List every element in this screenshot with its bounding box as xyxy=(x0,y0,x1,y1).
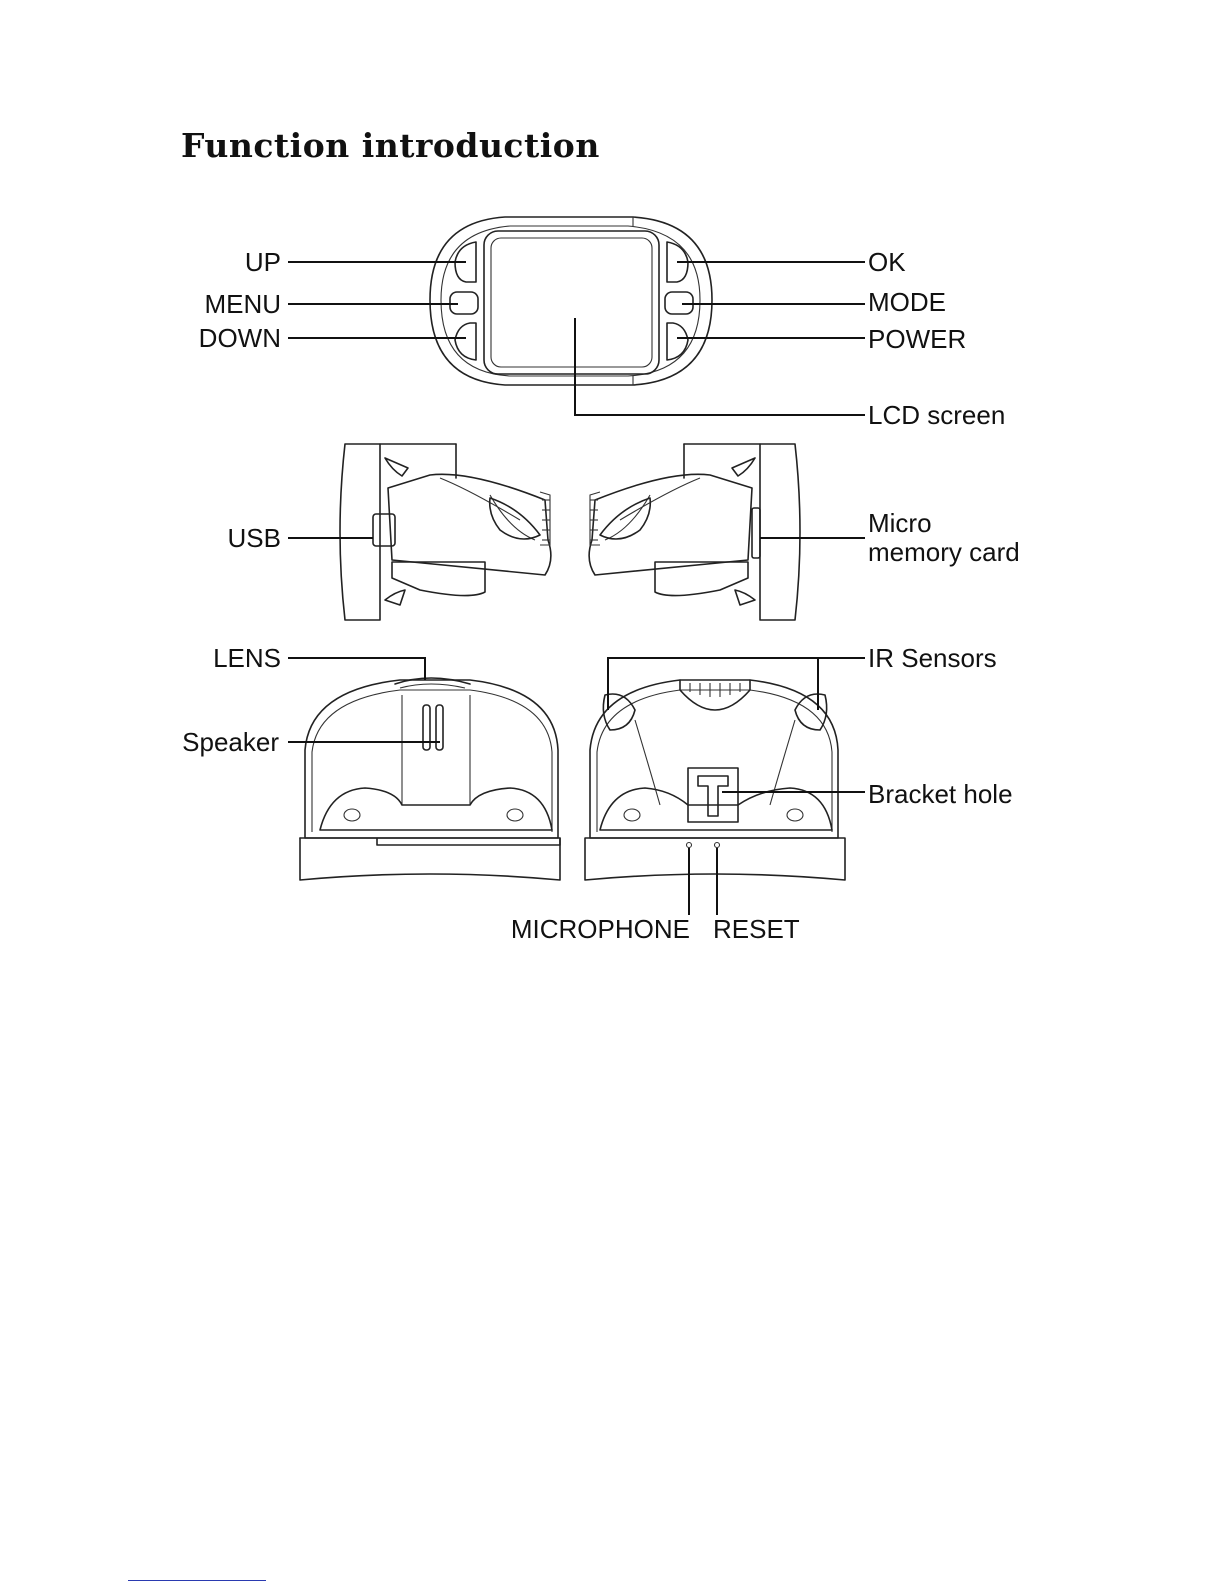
power-button[interactable] xyxy=(667,323,688,360)
label-speaker: Speaker xyxy=(182,727,279,757)
front-view xyxy=(430,217,712,385)
microphone-hole xyxy=(687,843,692,848)
bottom-view xyxy=(585,680,845,880)
label-bracket-hole: Bracket hole xyxy=(868,779,1013,809)
page-title: Function introduction xyxy=(181,126,600,165)
label-usb: USB xyxy=(227,523,281,553)
label-lens: LENS xyxy=(213,643,281,673)
label-menu: MENU xyxy=(204,289,281,319)
lens xyxy=(395,678,470,684)
label-ir-sensors: IR Sensors xyxy=(868,643,997,673)
label-mode: MODE xyxy=(868,287,946,317)
label-lcd-screen: LCD screen xyxy=(868,400,1006,430)
top-view-lens xyxy=(300,678,560,880)
label-up: UP xyxy=(244,247,281,277)
bracket-hole xyxy=(688,768,738,822)
lcd-screen xyxy=(484,231,659,374)
speaker xyxy=(423,705,430,750)
label-down: DOWN xyxy=(198,323,281,353)
footer-rule xyxy=(128,1580,266,1581)
label-power: POWER xyxy=(868,324,967,354)
right-side-view xyxy=(589,444,800,620)
label-microphone: MICROPHONE xyxy=(510,914,690,944)
left-side-view xyxy=(340,444,551,620)
memory-card-slot xyxy=(752,508,760,558)
label-ok: OK xyxy=(868,247,906,277)
label-micro: Micro xyxy=(868,508,932,538)
label-reset: RESET xyxy=(713,914,800,944)
label-memory-card: memory card xyxy=(868,537,1020,567)
reset-hole xyxy=(715,843,720,848)
